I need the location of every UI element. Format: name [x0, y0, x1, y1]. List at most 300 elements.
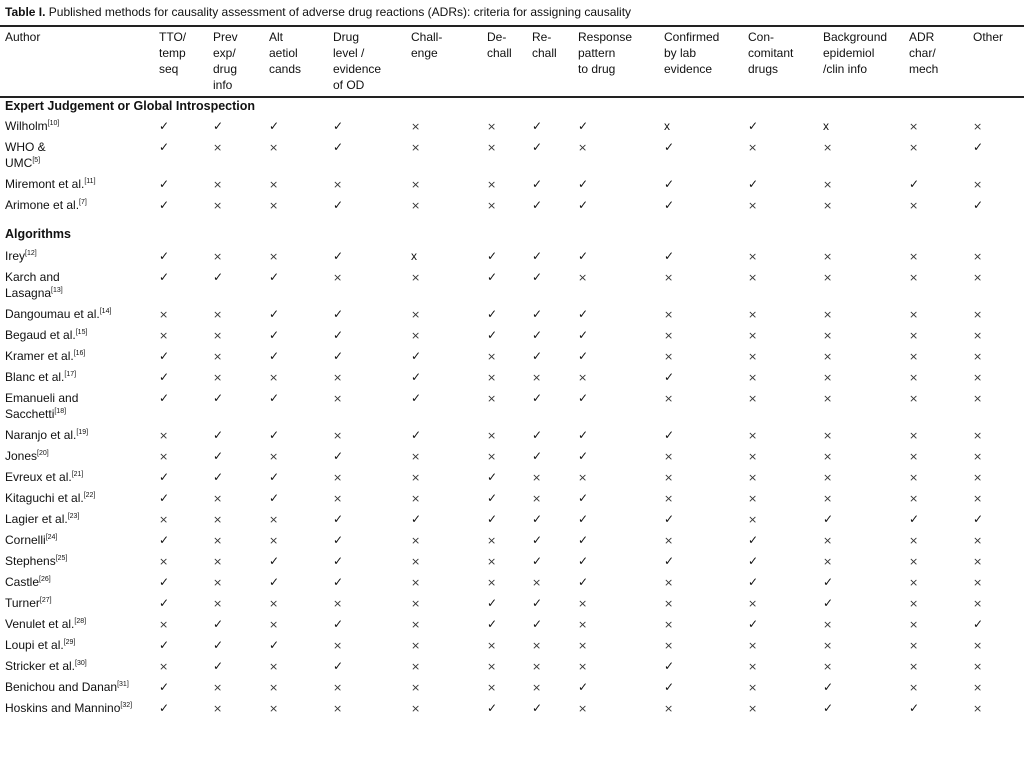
cross-mark: ×: [823, 308, 833, 321]
check-mark: ✓: [487, 307, 498, 321]
author-name: Hoskins and Mannino: [5, 701, 121, 715]
column-header-line: aetiol: [269, 46, 298, 60]
criterion-cell: [213, 614, 269, 635]
cross-mark: ×: [664, 618, 674, 631]
criterion-cell: [823, 246, 909, 267]
column-header-line: Drug: [333, 30, 360, 44]
cross-mark: ×: [748, 660, 758, 673]
criterion-cell: [664, 446, 748, 467]
cross-mark: ×: [909, 618, 919, 631]
criterion-cell: [159, 698, 213, 719]
criterion-cell: [213, 367, 269, 388]
criterion-cell: [973, 614, 1024, 635]
cross-mark: ×: [578, 639, 588, 652]
check-mark: ✓: [269, 575, 280, 589]
criterion-cell: [748, 304, 823, 325]
cross-mark: ×: [411, 271, 421, 284]
criterion-cell: [909, 530, 973, 551]
criterion-cell: [823, 267, 909, 304]
criterion-cell: [748, 656, 823, 677]
criterion-cell: [213, 446, 269, 467]
cross-mark: ×: [909, 429, 919, 442]
criterion-cell: [213, 304, 269, 325]
table-row: [0, 137, 1024, 174]
criterion-cell: [333, 446, 411, 467]
criterion-cell: [532, 325, 578, 346]
criterion-cell: [909, 174, 973, 195]
cross-mark: ×: [973, 555, 983, 568]
author-name: Miremont et al.: [5, 177, 85, 191]
column-header: [213, 28, 269, 96]
cross-mark: ×: [909, 639, 919, 652]
criterion-cell: [973, 551, 1024, 572]
criterion-cell: [487, 593, 532, 614]
criterion-cell: [333, 551, 411, 572]
criterion-cell: [532, 509, 578, 530]
author-name-line: [5, 490, 159, 506]
cross-mark: ×: [823, 141, 833, 154]
cross-mark: ×: [823, 392, 833, 405]
criterion-cell: [532, 530, 578, 551]
author-name-line: [5, 616, 159, 632]
criterion-cell: [748, 388, 823, 425]
check-mark: ✓: [664, 554, 675, 568]
table-row: [0, 388, 1024, 425]
author-cell: [0, 116, 159, 137]
cross-mark: ×: [748, 271, 758, 284]
criterion-cell: [159, 530, 213, 551]
check-mark: ✓: [748, 119, 759, 133]
reference-number: [26]: [39, 576, 51, 583]
check-mark: ✓: [664, 370, 675, 384]
reference-number: [13]: [51, 287, 63, 294]
criterion-cell: [909, 509, 973, 530]
cross-mark: ×: [487, 429, 497, 442]
criterion-cell: [532, 137, 578, 174]
check-mark: ✓: [159, 391, 170, 405]
check-mark: ✓: [578, 249, 589, 263]
cross-mark: ×: [411, 492, 421, 505]
criterion-cell: [973, 267, 1024, 304]
author-cell: [0, 572, 159, 593]
table-header-row: [0, 28, 1024, 96]
criterion-cell: [909, 325, 973, 346]
criterion-cell: [909, 246, 973, 267]
criterion-cell: [909, 425, 973, 446]
author-name-line: [5, 700, 159, 716]
cross-mark: ×: [909, 141, 919, 154]
author-cell: [0, 467, 159, 488]
cross-mark: ×: [909, 199, 919, 212]
criterion-cell: [748, 551, 823, 572]
criterion-cell: [909, 116, 973, 137]
criterion-cell: [532, 116, 578, 137]
author-name-line: [5, 155, 159, 171]
check-mark: ✓: [487, 249, 498, 263]
cross-mark: ×: [664, 702, 674, 715]
author-name: Stricker et al.: [5, 659, 76, 673]
check-mark: ✓: [532, 449, 543, 463]
cross-mark: ×: [973, 702, 983, 715]
criterion-cell: [823, 195, 909, 216]
author-cell: [0, 174, 159, 195]
check-mark: ✓: [213, 470, 224, 484]
criterion-cell: [578, 530, 664, 551]
author-name: Blanc et al.: [5, 370, 65, 384]
criterion-cell: [411, 388, 487, 425]
cross-mark: ×: [269, 199, 279, 212]
reference-number: [21]: [71, 471, 84, 478]
check-mark: ✓: [159, 270, 170, 284]
cross-mark: ×: [909, 392, 919, 405]
cross-mark: ×: [333, 371, 343, 384]
author-name-line: [5, 197, 159, 213]
table-row: [0, 367, 1024, 388]
cross-mark: ×: [823, 660, 833, 673]
table-row: [0, 246, 1024, 267]
check-mark: ✓: [159, 249, 170, 263]
cross-mark: ×: [664, 492, 674, 505]
criterion-cell: [411, 425, 487, 446]
criterion-cell: [823, 677, 909, 698]
criterion-cell: [159, 346, 213, 367]
criterion-cell: [487, 116, 532, 137]
column-header-line: evidence: [664, 62, 713, 76]
section-header-row: [0, 96, 1024, 116]
criterion-cell: [159, 488, 213, 509]
criterion-cell: [213, 572, 269, 593]
criterion-cell: [973, 656, 1024, 677]
cross-mark: ×: [213, 597, 223, 610]
criterion-cell: [333, 593, 411, 614]
check-mark: ✓: [578, 391, 589, 405]
criterion-cell: [159, 174, 213, 195]
reference-number: [7]: [79, 199, 87, 206]
cross-mark: ×: [213, 576, 223, 589]
check-mark: ✓: [159, 533, 170, 547]
criterion-cell: [213, 325, 269, 346]
cross-mark: ×: [532, 492, 542, 505]
criterion-cell: [578, 488, 664, 509]
criterion-cell: [269, 614, 333, 635]
criterion-cell: [269, 656, 333, 677]
author-name-line: [5, 369, 159, 385]
criterion-cell: [664, 174, 748, 195]
check-mark: ✓: [973, 617, 984, 631]
criterion-cell: [664, 195, 748, 216]
cross-mark: ×: [213, 513, 223, 526]
criterion-cell: [411, 174, 487, 195]
criterion-cell: [411, 195, 487, 216]
check-mark: ✓: [411, 391, 422, 405]
author-cell: [0, 304, 159, 325]
criterion-cell: [909, 593, 973, 614]
criterion-cell: [159, 656, 213, 677]
author-name-line: [5, 658, 159, 674]
cross-mark: ×: [909, 681, 919, 694]
author-cell: [0, 677, 159, 698]
cross-mark: ×: [664, 534, 674, 547]
check-mark: ✓: [532, 249, 543, 263]
cross-mark: ×: [664, 329, 674, 342]
column-header-line: De-: [487, 30, 507, 44]
criterion-cell: [333, 488, 411, 509]
check-mark: ✓: [664, 249, 675, 263]
x-mark: x: [823, 119, 829, 133]
author-name: Castle: [5, 575, 40, 589]
cross-mark: ×: [973, 471, 983, 484]
cross-mark: ×: [411, 329, 421, 342]
cross-mark: ×: [909, 597, 919, 610]
criterion-cell: [411, 446, 487, 467]
check-mark: ✓: [333, 198, 344, 212]
criterion-cell: [823, 509, 909, 530]
check-mark: ✓: [159, 470, 170, 484]
check-mark: ✓: [532, 554, 543, 568]
criterion-cell: [487, 635, 532, 656]
column-header: [159, 28, 213, 96]
criterion-cell: [664, 425, 748, 446]
cross-mark: ×: [487, 450, 497, 463]
check-mark: ✓: [159, 680, 170, 694]
criterion-cell: [269, 698, 333, 719]
criterion-cell: [823, 346, 909, 367]
cross-mark: ×: [578, 141, 588, 154]
criterion-cell: [269, 388, 333, 425]
cross-mark: ×: [748, 702, 758, 715]
cross-mark: ×: [213, 199, 223, 212]
column-header: [973, 28, 1024, 96]
criterion-cell: [487, 195, 532, 216]
criterion-cell: [578, 388, 664, 425]
check-mark: ✓: [269, 270, 280, 284]
reference-number: [11]: [84, 178, 96, 185]
check-mark: ✓: [159, 491, 170, 505]
cross-mark: ×: [909, 450, 919, 463]
x-mark: x: [664, 119, 670, 133]
cross-mark: ×: [411, 199, 421, 212]
criterion-cell: [213, 174, 269, 195]
cross-mark: ×: [909, 534, 919, 547]
column-header-line: /clin info: [823, 62, 868, 76]
criterion-cell: [664, 572, 748, 593]
cross-mark: ×: [578, 371, 588, 384]
cross-mark: ×: [748, 513, 758, 526]
criterion-cell: [909, 677, 973, 698]
reference-number: [20]: [37, 450, 49, 457]
criterion-cell: [578, 116, 664, 137]
criterion-cell: [532, 446, 578, 467]
criterion-cell: [333, 509, 411, 530]
criterion-cell: [909, 346, 973, 367]
check-mark: ✓: [213, 449, 224, 463]
criterion-cell: [532, 551, 578, 572]
check-mark: ✓: [578, 449, 589, 463]
author-cell: [0, 446, 159, 467]
criterion-cell: [213, 246, 269, 267]
criterion-cell: [973, 593, 1024, 614]
cross-mark: ×: [411, 450, 421, 463]
cross-mark: ×: [269, 681, 279, 694]
column-header-line: to drug: [578, 62, 616, 76]
criterion-cell: [269, 137, 333, 174]
check-mark: ✓: [578, 491, 589, 505]
cross-mark: ×: [532, 681, 542, 694]
cross-mark: ×: [748, 429, 758, 442]
cross-mark: ×: [909, 250, 919, 263]
cross-mark: ×: [909, 660, 919, 673]
cross-mark: ×: [578, 271, 588, 284]
column-header-line: chall: [487, 46, 512, 60]
table-row: [0, 467, 1024, 488]
cross-mark: ×: [411, 534, 421, 547]
cross-mark: ×: [269, 513, 279, 526]
check-mark: ✓: [213, 617, 224, 631]
criterion-cell: [159, 551, 213, 572]
cross-mark: ×: [973, 534, 983, 547]
criterion-cell: [487, 246, 532, 267]
cross-mark: ×: [532, 576, 542, 589]
check-mark: ✓: [664, 198, 675, 212]
criterion-cell: [748, 137, 823, 174]
check-mark: ✓: [269, 119, 280, 133]
criterion-cell: [333, 116, 411, 137]
author-name: Evreux et al.: [5, 470, 72, 484]
author-cell: [0, 246, 159, 267]
criterion-cell: [823, 467, 909, 488]
criterion-cell: [159, 388, 213, 425]
criterion-cell: [909, 488, 973, 509]
table-row: [0, 698, 1024, 719]
cross-mark: ×: [411, 597, 421, 610]
criterion-cell: [532, 346, 578, 367]
criterion-cell: [213, 388, 269, 425]
check-mark: ✓: [532, 701, 543, 715]
cross-mark: ×: [973, 660, 983, 673]
criterion-cell: [159, 325, 213, 346]
check-mark: ✓: [333, 575, 344, 589]
cross-mark: ×: [487, 660, 497, 673]
check-mark: ✓: [578, 554, 589, 568]
criterion-cell: [411, 467, 487, 488]
criterion-cell: [411, 246, 487, 267]
cross-mark: ×: [578, 702, 588, 715]
criterion-cell: [487, 388, 532, 425]
criterion-cell: [487, 488, 532, 509]
criterion-cell: [664, 656, 748, 677]
check-mark: ✓: [333, 249, 344, 263]
cross-mark: ×: [213, 350, 223, 363]
criterion-cell: [532, 698, 578, 719]
criterion-cell: [578, 304, 664, 325]
cross-mark: ×: [748, 471, 758, 484]
criterion-cell: [333, 367, 411, 388]
criterion-cell: [333, 325, 411, 346]
author-name-line: [5, 595, 159, 611]
criterion-cell: [909, 304, 973, 325]
criterion-cell: [748, 467, 823, 488]
column-header: [664, 28, 748, 96]
author-name: Turner: [5, 596, 40, 610]
check-mark: ✓: [487, 328, 498, 342]
criterion-cell: [664, 614, 748, 635]
cross-mark: ×: [159, 329, 169, 342]
check-mark: ✓: [532, 617, 543, 631]
criterion-cell: [269, 174, 333, 195]
criterion-cell: [487, 367, 532, 388]
check-mark: ✓: [269, 428, 280, 442]
criterion-cell: [532, 367, 578, 388]
check-mark: ✓: [748, 575, 759, 589]
criterion-cell: [664, 325, 748, 346]
author-name-line: [5, 390, 159, 406]
cross-mark: ×: [487, 371, 497, 384]
criterion-cell: [823, 116, 909, 137]
criterion-cell: [333, 174, 411, 195]
cross-mark: ×: [578, 618, 588, 631]
check-mark: ✓: [269, 307, 280, 321]
criterion-cell: [333, 267, 411, 304]
criterion-cell: [973, 116, 1024, 137]
criterion-cell: [973, 367, 1024, 388]
criterion-cell: [578, 137, 664, 174]
column-header: [269, 28, 333, 96]
criterion-cell: [213, 635, 269, 656]
column-header-line: of OD: [333, 78, 365, 92]
check-mark: ✓: [159, 177, 170, 191]
cross-mark: ×: [748, 308, 758, 321]
cross-mark: ×: [973, 308, 983, 321]
table-body: [0, 96, 1024, 719]
criterion-cell: [269, 425, 333, 446]
criterion-cell: [333, 698, 411, 719]
column-header-line: Re-: [532, 30, 552, 44]
criterion-cell: [823, 367, 909, 388]
author-name: Lagier et al.: [5, 512, 68, 526]
column-header-line: Response: [578, 30, 633, 44]
cross-mark: ×: [159, 308, 169, 321]
criterion-cell: [333, 346, 411, 367]
table-row: [0, 425, 1024, 446]
cross-mark: ×: [487, 178, 497, 191]
reference-number: [19]: [76, 429, 89, 436]
section-title: Expert Judgement or Global Introspection: [5, 99, 256, 113]
check-mark: ✓: [159, 638, 170, 652]
author-name: UMC: [5, 156, 33, 170]
criterion-cell: [664, 367, 748, 388]
check-mark: ✓: [159, 596, 170, 610]
check-mark: ✓: [532, 512, 543, 526]
check-mark: ✓: [823, 575, 834, 589]
criterion-cell: [973, 425, 1024, 446]
criterion-cell: [333, 467, 411, 488]
criterion-cell: [159, 246, 213, 267]
check-mark: ✓: [532, 328, 543, 342]
criterion-cell: [823, 488, 909, 509]
reference-number: [25]: [55, 555, 68, 562]
author-name: Cornelli: [5, 533, 46, 547]
criterion-cell: [333, 635, 411, 656]
check-mark: ✓: [748, 533, 759, 547]
criterion-cell: [159, 572, 213, 593]
check-mark: ✓: [973, 512, 984, 526]
section-header-row: [0, 216, 1024, 246]
criterion-cell: [411, 635, 487, 656]
check-mark: ✓: [333, 512, 344, 526]
column-header-line: evidence: [333, 62, 382, 76]
criterion-cell: [487, 656, 532, 677]
column-header: [578, 28, 664, 96]
